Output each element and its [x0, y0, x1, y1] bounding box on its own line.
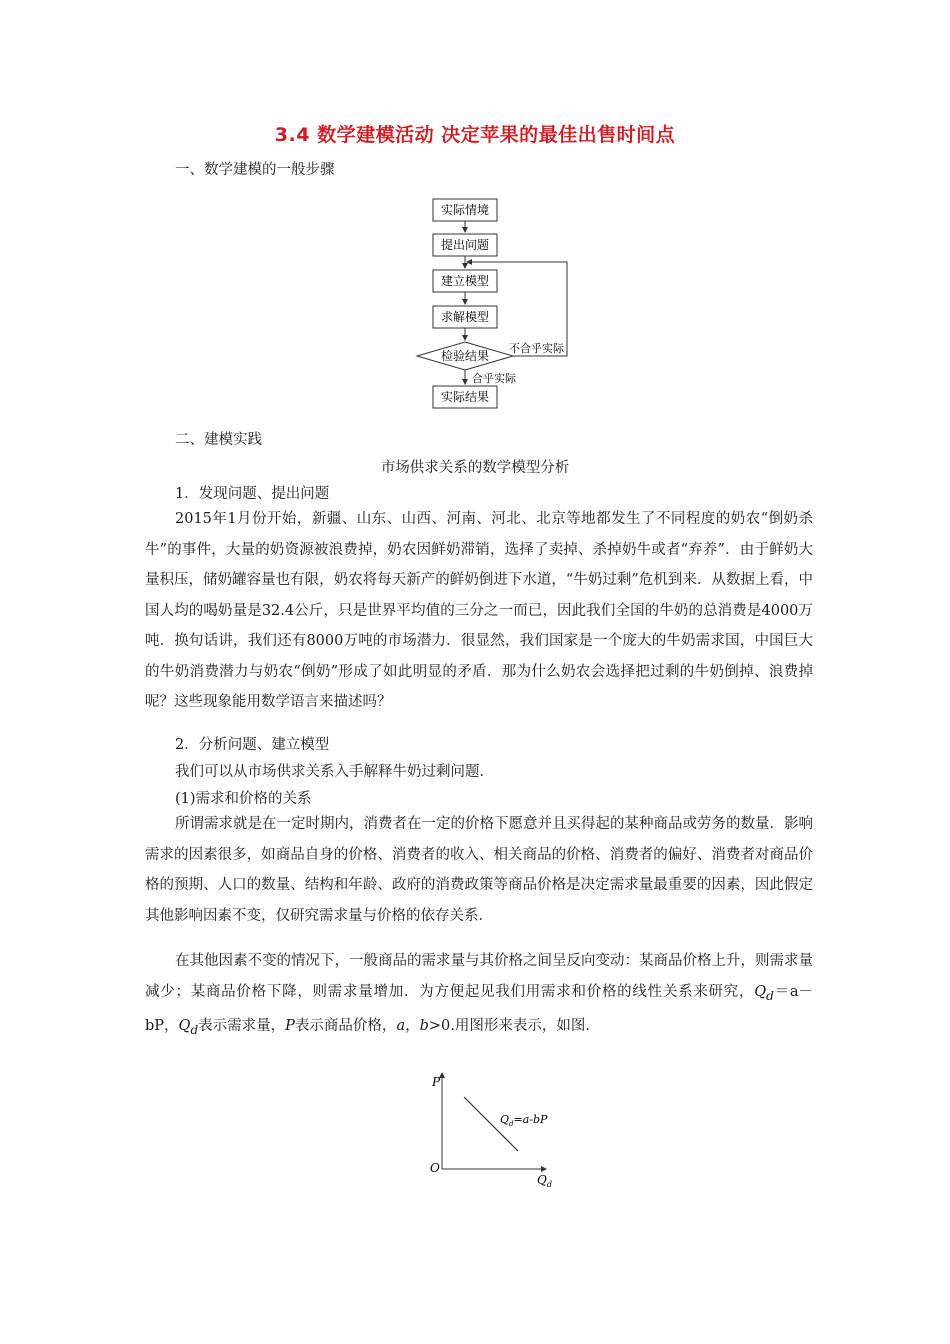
b-symbol: b	[419, 1017, 429, 1034]
flow-step-1-label: 实际情境	[440, 203, 490, 217]
formula-q: Q	[754, 983, 767, 1000]
flow-yes-label: 合乎实际	[472, 372, 516, 385]
demand-line-label	[500, 1113, 548, 1128]
section-heading-2: 二、建模实践	[175, 432, 262, 448]
a-symbol: a	[396, 1017, 406, 1034]
flow-decision	[417, 342, 513, 370]
heading-3: (1)需求和价格的关系	[175, 791, 312, 807]
paragraph-3-text: 所谓需求就是在一定时期内，消费者在一定的价格下愿意并且买得起的某种商品或劳务的数量．影响需求的因素很多，如商品自身的价格、消费者的收入、相关商品的价格、消费者的偏好、消费者对商品价格的预期、人口的数量、结构和年龄、政府的消费政策等商品价格是决定需求量最重要的因素，因此假定其他影响因素不变，仅研究需求量与价格的依存关系．	[145, 816, 813, 924]
q-symbol-sub: d	[190, 1022, 199, 1037]
flow-step-6-label: 实际结果	[440, 390, 490, 404]
heading-2: 2．分析问题、建立模型	[175, 737, 330, 753]
demand-graph	[420, 1065, 570, 1194]
paragraph-4-text-i: >0.用图形来表示，如图．	[428, 1017, 600, 1034]
y-axis-label: P	[432, 1075, 441, 1089]
x-axis-sub: d	[546, 1180, 552, 1189]
subtitle: 市场供求关系的数学模型分析	[380, 460, 570, 476]
formula-rest: ＝a－bP，	[145, 983, 813, 1034]
modeling-flowchart	[400, 192, 600, 418]
origin-label: O	[430, 1161, 440, 1175]
paragraph-4	[145, 946, 813, 1045]
flow-decision-label: 检验结果	[440, 349, 490, 363]
page-title: 3.4 数学建模活动 决定苹果的最佳出售时间点	[274, 124, 676, 146]
flow-no-label: 不合乎实际	[509, 342, 564, 355]
paragraph-1	[145, 504, 813, 718]
demand-label-sub: d	[509, 1120, 514, 1128]
flow-step-6	[433, 386, 497, 408]
paragraph-2: 我们可以从市场供求关系入手解释牛奶过剩问题．	[175, 764, 494, 780]
flow-step-4	[433, 306, 497, 328]
formula-q-sub: d	[766, 988, 774, 1003]
q-symbol: Q	[178, 1017, 191, 1034]
paragraph-4-text: 在其他因素不变的情况下，一般商品的需求量与其价格之间呈反向变动：某商品价格上升，则需求量减少；某商品价格下降，则需求量增加．为方便起见我们用需求和价格的线性关系来研究，	[145, 953, 813, 1000]
flow-step-3-label: 建立模型	[440, 274, 490, 288]
flow-step-3	[433, 270, 497, 292]
flowchart-svg	[400, 192, 600, 414]
paragraph-1-text: 2015年1月份开始，新疆、山东、山西、河南、河北、北京等地都发生了不同程度的奶农“倒奶杀牛”的事件，大量的奶资源被浪费掉，奶农因鲜奶滞销，选择了卖掉、杀掉奶牛或者“弃养”．由于鲜奶大量积压，储奶罐容量也有限，奶农将每天新产的鲜奶倒进下水道，“牛奶过剩”危机到来．从数据上看，中国人均的喝奶量是32.4公斤，只是世界平均值的三分之一而已，因此我们全国的牛奶的总消费是4000万吨．换句话讲，我们还有8000万吨的市场潜力．很显然，我们国家是一个庞大的牛奶需求国，中国巨大的牛奶消费潜力与奶农“倒奶”形成了如此明显的矛盾．那为什么奶农会选择把过剩的牛奶倒掉、浪费掉呢？这些现象能用数学语言来描述吗？	[145, 511, 813, 710]
paragraph-4-comma: ，	[405, 1017, 420, 1034]
flow-step-2-label: 提出问题	[440, 238, 490, 252]
section-heading-1: 一、数学建模的一般步骤	[175, 162, 335, 178]
demand-label-rest: =a-bP	[513, 1113, 548, 1126]
p-symbol: P	[285, 1017, 295, 1034]
flow-step-2	[433, 234, 497, 256]
x-axis-symbol: Q	[537, 1173, 547, 1187]
flow-step-4-label: 求解模型	[440, 310, 490, 324]
demand-label-q: Q	[500, 1113, 510, 1126]
paragraph-4-text-c: 表示需求量，	[198, 1017, 286, 1034]
x-axis-label	[537, 1173, 552, 1189]
demand-graph-svg	[420, 1065, 570, 1190]
paragraph-4-text-e: 表示商品价格，	[294, 1017, 397, 1034]
flow-step-1	[433, 199, 497, 221]
paragraph-3	[145, 809, 813, 931]
heading-1: 1．发现问题、提出问题	[175, 486, 330, 502]
